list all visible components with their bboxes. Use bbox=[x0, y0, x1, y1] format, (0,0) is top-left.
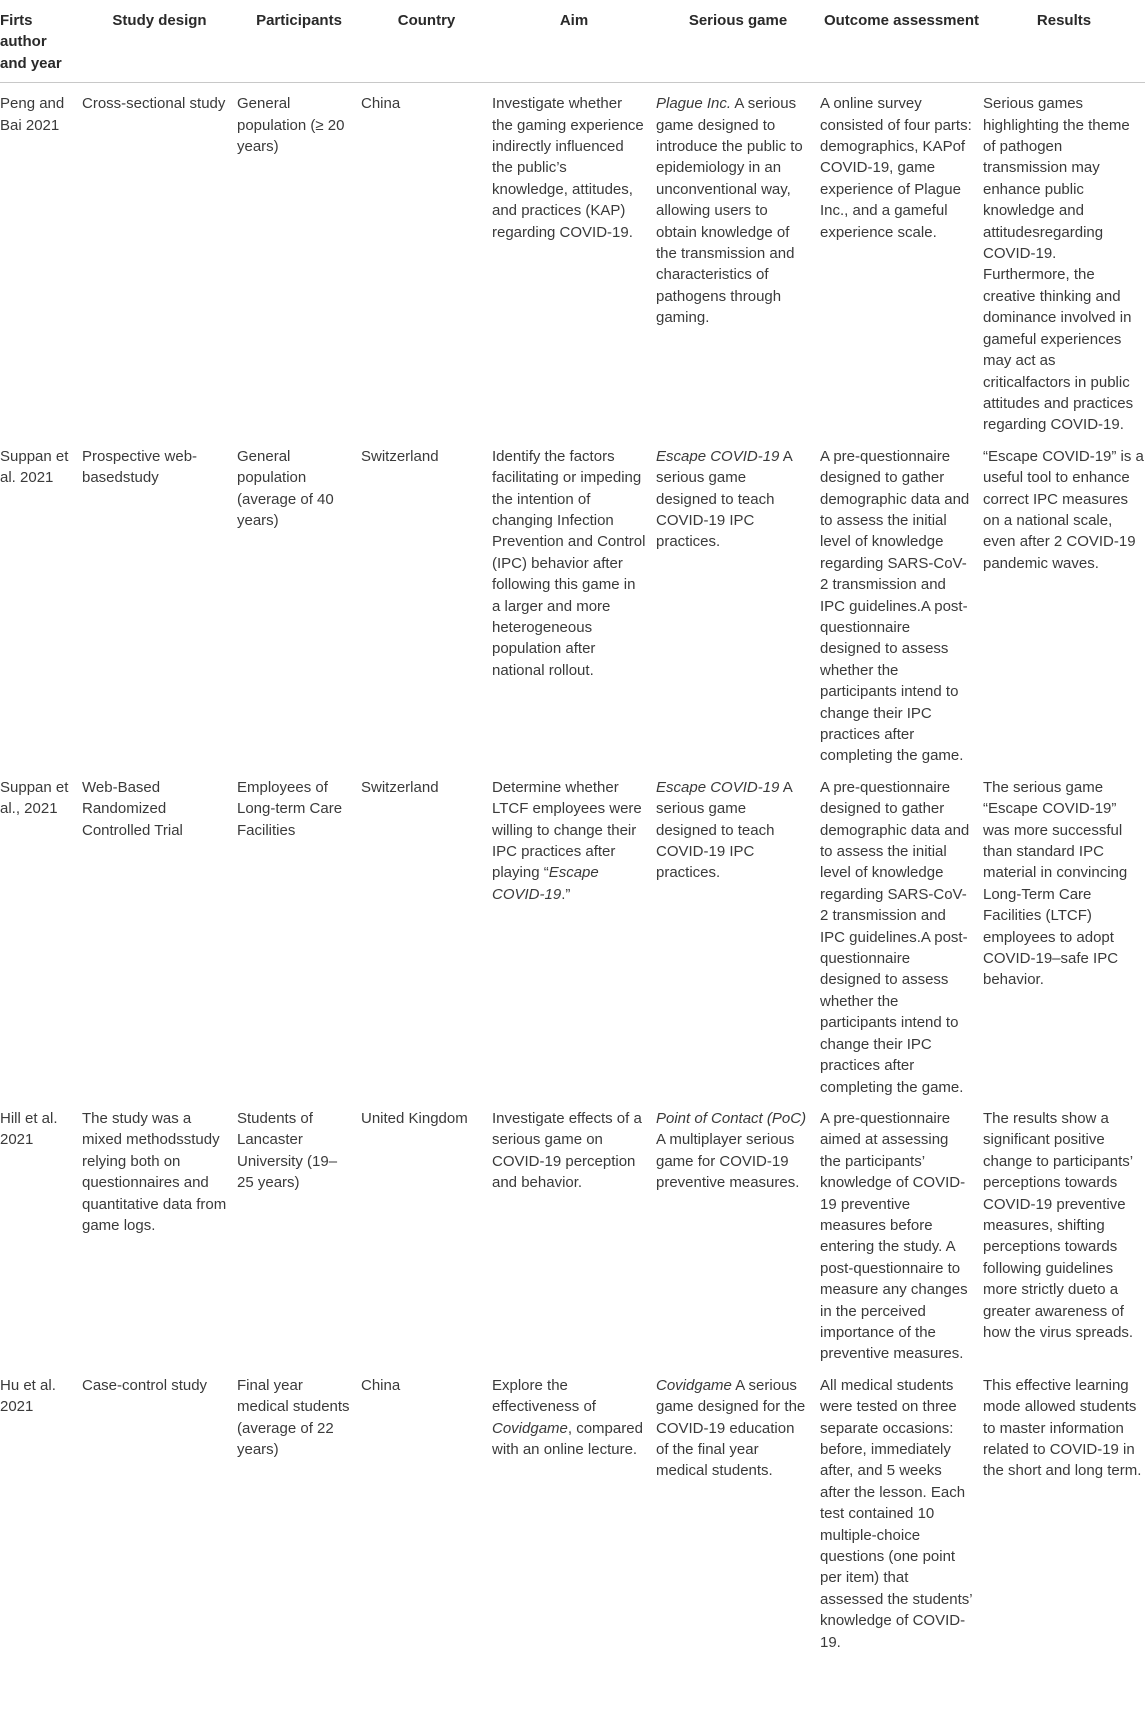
cell-results: This effective learning mode allowed students to master information related to COVID-19 in the short and long term. bbox=[983, 1376, 1142, 1480]
aim-text: Determine whether LTCF employees were willing to change their IPC practices after playing “ bbox=[492, 778, 642, 882]
game-title: Point of Contact (PoC) bbox=[656, 1109, 807, 1127]
header-participants: Participants bbox=[237, 0, 361, 83]
cell-country: China bbox=[361, 95, 401, 113]
cell-design: Case-control study bbox=[82, 1376, 208, 1394]
header-row bbox=[0, 0, 1145, 83]
cell-serious-game bbox=[656, 436, 820, 767]
game-title: Escape COVID-19 bbox=[656, 778, 780, 796]
cell-author: Peng and Bai 2021 bbox=[0, 95, 65, 134]
cell-participants: Employees of Long-term Care Facilities bbox=[237, 778, 343, 839]
cell-country: China bbox=[361, 1376, 401, 1394]
cell-design: Prospective web-basedstudy bbox=[82, 447, 198, 487]
header-outcome: Outcome assessment bbox=[820, 0, 983, 83]
cell-aim bbox=[492, 1365, 656, 1653]
cell-results: Serious games highlighting the theme of pathogen transmission may enhance public knowledge and attitudesregarding COVID-19. Furthermore, the creative thinking and dominance involved in gameful experiences may act as criticalfactors in public attitudes and practices regarding COVID-19. bbox=[983, 95, 1134, 434]
cell-serious-game bbox=[656, 767, 820, 1098]
table-body bbox=[0, 83, 1145, 1653]
cell-outcome: A pre-questionnaire aimed at assessing the participants’ knowledge of COVID-19 preventive measures before entering the study. A post-questionnaire to measure any changes in the perceived importance of the preventive measures. bbox=[820, 1109, 968, 1363]
game-title: Escape COVID-19 bbox=[656, 447, 780, 465]
header-results: Results bbox=[983, 0, 1145, 83]
aim-text-end: , compared with an online lecture. bbox=[492, 1419, 643, 1458]
aim-text-end: .” bbox=[561, 885, 571, 903]
table-row bbox=[0, 1365, 1145, 1653]
cell-aim: Identify the factors facilitating or impeding the intention of changing Infection Prevention and Control (IPC) behavior after following this game in a larger and more heterogeneous population after national rollout. bbox=[492, 447, 646, 679]
header-author: Firts author and year bbox=[0, 0, 82, 83]
cell-participants: Students of Lancaster University (19–25 years) bbox=[237, 1109, 338, 1192]
cell-author: Hill et al. 2021 bbox=[0, 1109, 58, 1149]
cell-author: Suppan et al., 2021 bbox=[0, 778, 69, 818]
cell-participants: General population (≥ 20 years) bbox=[237, 95, 345, 156]
table-row bbox=[0, 1098, 1145, 1365]
cell-participants: General population (average of 40 years) bbox=[237, 447, 334, 529]
cell-results: The results show a significant positive change to participants’ perceptions towards COVID-19 preventive measures, shifting perceptions towards following guidelines more strictly dueto a greater awareness of how the virus spreads. bbox=[983, 1109, 1134, 1341]
cell-author: Hu et al. 2021 bbox=[0, 1376, 56, 1416]
cell-outcome: A online survey consisted of four parts: demographics, KAPof COVID-19, game experience of Plague Inc., and a gameful experience scale. bbox=[820, 95, 972, 241]
cell-results: The serious game “Escape COVID-19” was more successful than standard IPC material in convincing Long-Term Care Facilities (LTCF) employees to adopt COVID-19–safe IPC behavior. bbox=[983, 778, 1128, 989]
game-description: A serious game designed to teach COVID-19 IPC practices. bbox=[656, 447, 792, 551]
cell-outcome: All medical students were tested on three separate occasions: before, immediately after, and 5 weeks after the lesson. Each test contained 10 multiple-choice questions (one point per item) that assessed the students’ knowledge of COVID-19. bbox=[820, 1376, 973, 1651]
cell-outcome: A pre-questionnaire designed to gather demographic data and to assess the initial level of knowledge regarding SARS-CoV-2 transmission and IPC guidelines.A post-questionnaire designed to assess whether the participants intend to change their IPC practices after completing the game. bbox=[820, 447, 970, 765]
table-header bbox=[0, 0, 1145, 83]
game-description: A serious game designed to introduce the public to epidemiology in an unconventional way, allowing users to obtain knowledge of the transmission and characteristics of pathogens through gaming. bbox=[656, 95, 803, 327]
cell-aim bbox=[492, 767, 656, 1098]
cell-country: United Kingdom bbox=[361, 1109, 468, 1127]
header-aim: Aim bbox=[492, 0, 656, 83]
cell-design: Web-Based Randomized Controlled Trial bbox=[82, 778, 183, 839]
header-country: Country bbox=[361, 0, 492, 83]
table-row bbox=[0, 767, 1145, 1098]
game-description: A serious game designed for the COVID-19 education of the final year medical students. bbox=[656, 1376, 806, 1480]
cell-participants: Final year medical students (average of 22 years) bbox=[237, 1376, 350, 1458]
game-title: Plague Inc. bbox=[656, 95, 732, 113]
cell-aim: Investigate effects of a serious game on COVID-19 perception and behavior. bbox=[492, 1109, 642, 1192]
game-description: A serious game designed to teach COVID-19 IPC practices. bbox=[656, 778, 792, 882]
aim-text: Explore the effectiveness of bbox=[492, 1376, 596, 1416]
cell-serious-game bbox=[656, 83, 820, 436]
cell-serious-game bbox=[656, 1365, 820, 1653]
game-title: Covidgame bbox=[656, 1376, 732, 1394]
cell-design: The study was a mixed methodsstudy relying both on questionnaires and quantitative data from game logs. bbox=[82, 1109, 227, 1234]
cell-author: Suppan et al. 2021 bbox=[0, 447, 69, 487]
cell-serious-game bbox=[656, 1098, 820, 1365]
table-row bbox=[0, 436, 1145, 767]
table-row bbox=[0, 83, 1145, 436]
header-serious-game: Serious game bbox=[656, 0, 820, 83]
aim-game-name: Escape COVID-19 bbox=[492, 864, 599, 903]
game-description: A multiplayer serious game for COVID-19 preventive measures. bbox=[656, 1131, 800, 1192]
cell-country: Switzerland bbox=[361, 778, 439, 796]
cell-results: “Escape COVID-19” is a useful tool to enhance correct IPC measures on a national scale, even after 2 COVID-19 pandemic waves. bbox=[983, 447, 1144, 572]
cell-design: Cross-sectional study bbox=[82, 95, 226, 113]
header-design: Study design bbox=[82, 0, 237, 83]
cell-aim: Investigate whether the gaming experience indirectly influenced the public’s knowledge, attitudes, and practices (KAP) regarding COVID-19. bbox=[492, 95, 644, 241]
cell-outcome: A pre-questionnaire designed to gather demographic data and to assess the initial level of knowledge regarding SARS-CoV-2 transmission and IPC guidelines.A post-questionnaire designed to assess whether the participants intend to change their IPC practices after completing the game. bbox=[820, 778, 970, 1096]
aim-game-name: Covidgame bbox=[492, 1419, 568, 1437]
cell-country: Switzerland bbox=[361, 447, 439, 465]
